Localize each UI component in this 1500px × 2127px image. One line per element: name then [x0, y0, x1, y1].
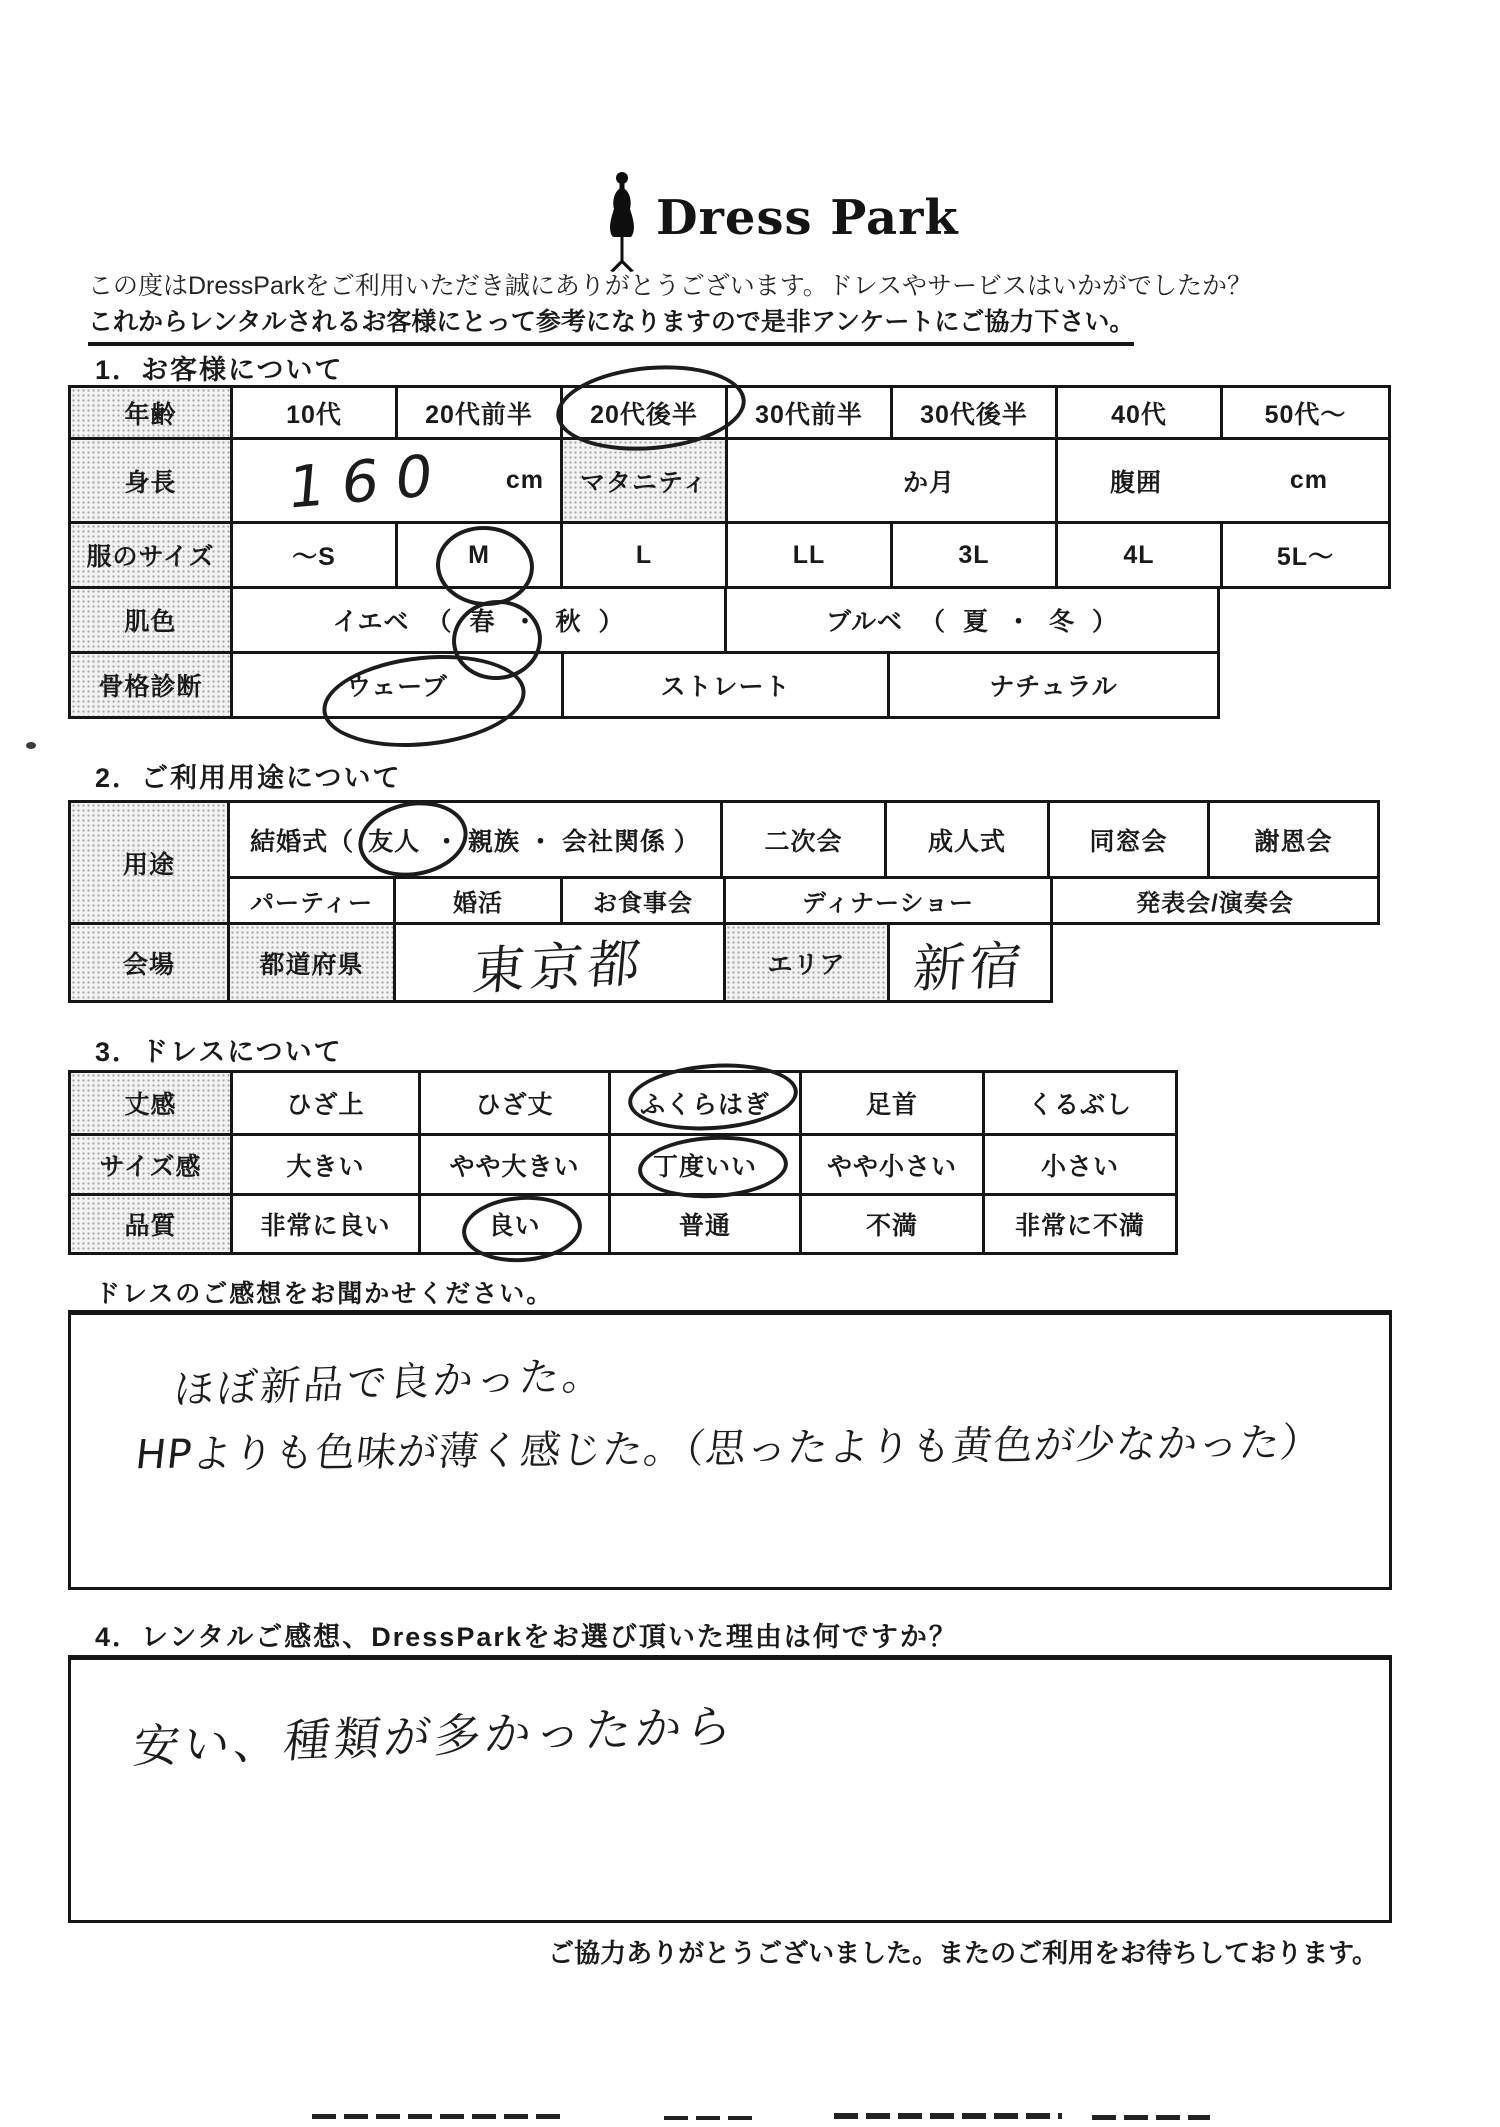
quality-label-cell: 品質 — [71, 1196, 233, 1252]
size-option-l: L — [563, 524, 728, 586]
usage-option-konkatsu: 婚活 — [396, 879, 563, 922]
usage-row-2 — [227, 876, 1380, 925]
months-unit: か月 — [902, 468, 955, 497]
fit-option-slightly-big: やや大きい — [421, 1136, 611, 1193]
footer-thanks: ご協力ありがとうございました。またのご利用をお待ちしております。 — [548, 1938, 1378, 1968]
fit-option-small: 小さい — [1040, 1152, 1119, 1181]
size-option-5l: 5L～ — [1276, 543, 1335, 571]
age-option-20s-late: 20代後半 — [563, 388, 728, 437]
skin-paren-open1: （ — [426, 608, 453, 636]
usage-option-recital: 発表会/演奏会 — [1136, 890, 1294, 917]
dress-mannequin-icon — [600, 170, 644, 274]
dress-comment-prompt: ドレスのご感想をお聞かせください。 — [95, 1280, 554, 1308]
quality-option-very-good: 非常に良い — [233, 1196, 421, 1252]
waist-unit: cm — [1289, 466, 1328, 494]
waist-label: 腹囲 — [1110, 468, 1163, 497]
usage-label-cell: 用途 — [68, 800, 230, 925]
section3-heading: 3．ドレスについて — [95, 1037, 343, 1067]
size-row — [68, 521, 1391, 589]
age-option-10s: 10代 — [233, 388, 398, 437]
skeleton-option-wave: ウェーブ — [233, 654, 564, 716]
length-option-knee: ひざ丈 — [421, 1073, 611, 1133]
size-option-ll: LL — [728, 524, 893, 586]
scan-artifact — [834, 2113, 1062, 2119]
usage-option-reunion: 同窓会 — [1050, 803, 1210, 876]
quality-option-good: 良い — [421, 1196, 611, 1252]
usage-option-dinner-show: ディナーショー — [726, 879, 1053, 922]
skin-option-winter: 冬 — [1049, 608, 1076, 636]
length-option-above-knee: ひざ上 — [233, 1073, 421, 1133]
age-label-cell: 年齢 — [71, 388, 233, 437]
skeleton-row — [68, 651, 1220, 719]
height-handwritten-value: 160 — [285, 439, 452, 522]
maternity-months-cell — [728, 440, 1058, 521]
usage-option-dinner: お食事会 — [563, 879, 726, 922]
intro-line-1: この度はDressParkをご利用いただき誠にありがとうございます。ドレスやサービスはいかがでしたか？ — [88, 272, 1252, 300]
usage-option-thanks-party: 謝恩会 — [1254, 827, 1333, 856]
prefecture-value-cell — [396, 925, 726, 1003]
size-label-cell: 服のサイズ — [71, 524, 233, 586]
wedding-option-friend: 友人 — [368, 827, 421, 856]
age-option-20s-early: 20代前半 — [398, 388, 563, 437]
age-option-30s-early: 30代前半 — [728, 388, 893, 437]
skin-option-spring: 春 — [469, 608, 496, 636]
length-row — [68, 1070, 1178, 1136]
fit-option-just-right: 丁度いい — [611, 1136, 802, 1193]
reason-comment-line: 安い、種類が多かったから — [130, 1698, 739, 1774]
skin-option-autumn: 秋 — [555, 608, 582, 636]
length-option-calf: ふくらはぎ — [611, 1073, 802, 1133]
size-option-s: ～S — [233, 524, 398, 586]
skin-blue-cell — [727, 589, 1217, 651]
skin-dot1: ・ — [512, 608, 539, 636]
quality-option-normal: 普通 — [611, 1196, 802, 1252]
skeleton-option-straight: ストレート — [564, 654, 890, 716]
wedding-suffix: ・ 親族 ・ 会社関係 ） — [434, 827, 700, 856]
skin-paren-open2: （ — [919, 608, 946, 636]
scan-artifact — [664, 2116, 760, 2120]
area-label-cell: エリア — [726, 925, 890, 1000]
intro-line-2: これからレンタルされるお客様にとって参考になりますので是非アンケートにご協力下さい。 — [88, 302, 1134, 346]
size-option-3l: 3L — [893, 524, 1058, 586]
skin-blue-base: ブルベ — [825, 608, 903, 636]
logo-text: Dress Park — [656, 190, 959, 246]
dress-comment-line-1: ほぼ新品で良かった。 — [171, 1352, 608, 1414]
height-value-cell — [233, 440, 563, 521]
section1-heading: 1．お客様について — [95, 355, 344, 385]
size-option-m: M — [398, 524, 563, 586]
usage-option-afterparty: 二次会 — [723, 803, 887, 876]
wedding-prefix: 結婚式（ — [250, 827, 355, 856]
usage-option-wedding — [230, 803, 723, 876]
waist-cell — [1058, 440, 1388, 521]
size-option-4l: 4L — [1058, 524, 1223, 586]
maternity-label-cell: マタニティ — [563, 440, 728, 521]
scan-artifact — [26, 742, 36, 749]
skin-dot2: ・ — [1006, 608, 1033, 636]
venue-label-cell: 会場 — [71, 925, 230, 1000]
reason-comment-box — [68, 1655, 1392, 1923]
prefecture-label-cell: 都道府県 — [230, 925, 396, 1000]
logo — [600, 170, 959, 274]
area-handwritten-value: 新宿 — [911, 936, 1028, 1000]
prefecture-handwritten-value: 東京都 — [470, 933, 648, 1003]
fit-row — [68, 1133, 1178, 1196]
dress-comment-line-2: HPよりも色味が薄く感じた。（思ったよりも黄色が少なかった） — [133, 1419, 1325, 1479]
length-option-anklebone: くるぶし — [1027, 1091, 1132, 1119]
fit-label-cell: サイズ感 — [71, 1136, 233, 1193]
skin-option-summer: 夏 — [962, 608, 989, 636]
fit-option-big: 大きい — [233, 1136, 421, 1193]
height-unit: cm — [505, 466, 544, 494]
age-option-40s: 40代 — [1058, 388, 1223, 437]
usage-option-party: パーティー — [230, 879, 396, 922]
section2-heading: 2．ご利用用途について — [95, 763, 402, 793]
quality-option-unsatisfied: 不満 — [802, 1196, 985, 1252]
venue-row — [68, 922, 1053, 1003]
quality-row — [68, 1193, 1178, 1255]
skeleton-option-natural: ナチュラル — [989, 673, 1118, 701]
height-label-cell: 身長 — [71, 440, 233, 521]
scan-artifact — [312, 2114, 564, 2119]
age-option-50s: 50代～ — [1264, 400, 1347, 429]
length-label-cell: 丈感 — [71, 1073, 233, 1133]
skin-row — [68, 586, 1220, 654]
quality-option-very-unsatisfied: 非常に不満 — [1014, 1212, 1145, 1240]
dress-comment-box — [68, 1310, 1392, 1590]
skin-paren-close1: ） — [598, 608, 625, 636]
usage-option-coming-of-age: 成人式 — [887, 803, 1050, 876]
scan-artifact — [1092, 2115, 1210, 2120]
length-option-ankle: 足首 — [802, 1073, 985, 1133]
fit-option-slightly-small: やや小さい — [802, 1136, 985, 1193]
skin-paren-close2: ） — [1092, 608, 1119, 636]
age-option-30s-late: 30代後半 — [893, 388, 1058, 437]
height-row — [68, 437, 1391, 524]
area-value-cell — [890, 925, 1050, 1000]
section4-heading: 4．レンタルご感想、DressParkをお選び頂いた理由は何ですか？ — [95, 1622, 958, 1652]
skeleton-label-cell: 骨格診断 — [71, 654, 233, 716]
skin-yellow-base: イエベ — [332, 608, 410, 636]
skin-label-cell: 肌色 — [71, 589, 233, 651]
